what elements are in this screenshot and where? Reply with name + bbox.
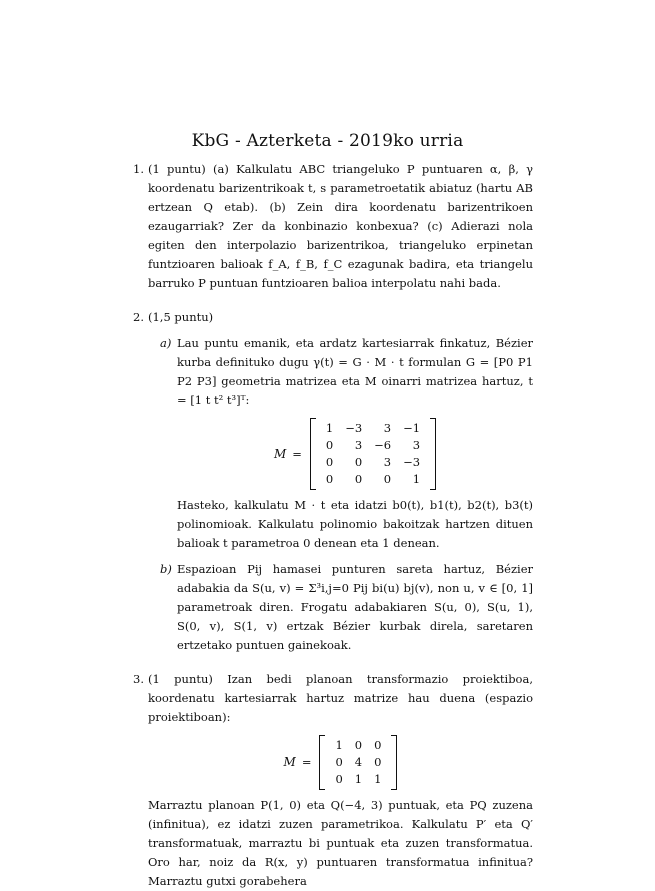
question-number: 1. <box>133 162 144 176</box>
matrix-equation: M = 1 0 0 0 4 0 0 1 1 <box>148 735 533 790</box>
matrix-cell: 4 <box>354 755 363 769</box>
question-number: 3. <box>133 672 144 686</box>
subquestion-text: Lau puntu emanik, eta ardatz kartesiarrak finkatuz, Bézier kurba definituko dugu γ(t) = G · M · t formulan G = [P0 P1 P2 P3] geometria matrizea eta M oinarri matrizea hartuz, t = [1 t t² t³]ᵀ: <box>177 336 533 407</box>
matrix-cell: 3 <box>383 421 392 435</box>
matrix-cell: 0 <box>354 455 363 469</box>
matrix-cell: 3 <box>412 438 421 452</box>
matrix-cell: 0 <box>354 738 363 752</box>
subquestion-b <box>148 560 533 655</box>
matrix-cell: 3 <box>354 438 363 452</box>
matrix-cell: 1 <box>325 421 334 435</box>
matrix-cell: −3 <box>403 455 421 469</box>
matrix-cell: 0 <box>335 772 343 786</box>
subquestion-a <box>148 334 533 553</box>
matrix-row <box>329 754 387 771</box>
subquestion-label: a) <box>160 336 172 350</box>
subquestion-text: Espazioan Pij hamasei punturen sareta hartuz, Bézier adabakia da S(u, v) = Σ³i,j=0 Pij bi(u) bj(v), non u, v ∈ [0, 1] parametroak diren. Frogatu adabakiaren S(u, 0), S(u, 1), S(0, v), S(1, v) ertzak Bézier kurbak direla, saretaren ertzetako puntuen gainekoak. <box>177 562 533 652</box>
question-text-continued: Marraztu planoan P(1, 0) eta Q(−4, 3) puntuak, eta PQ zuzena (infinitua), ez idatzi zuzen parametrikoa. Kalkulatu P′ eta Q′ transformatuak, marraztu bi puntuak eta zuzen transformatua. Oro har, noiz da R(x, y) puntuaren transformatua infinitua? Marraztu gutxi gorabehera <box>148 798 533 888</box>
matrix-row <box>320 471 426 488</box>
matrix-cell: 1 <box>374 772 382 786</box>
matrix-row <box>320 454 426 471</box>
question-text: (1 puntu) (a) Kalkulatu ABC triangeluko P puntuaren α, β, γ koordenatu barizentrikoak t, s parametroetatik abiatuz (hartu AB ertzean Q etab). (b) Zein dira koordenatu barizentrikoen ezaugarriak? Zer da konbinazio konbexua? (c) Adierazi nola egiten den interpolazio barizentrikoa, triangeluko erpinetan funtzioaren balioak f_A, f_B, f_C ezagunak badira, eta triangelu barruko P puntuan funtzioaren balioa interpolatu nahi bada. <box>148 162 533 290</box>
matrix-cell: −1 <box>403 421 421 435</box>
question-2 <box>133 308 533 655</box>
matrix-cell: 0 <box>325 438 334 452</box>
matrix-cell: −3 <box>345 421 363 435</box>
matrix-row <box>320 420 426 437</box>
matrix-cell: 0 <box>383 472 392 486</box>
matrix-equation: M = 1 −3 3 −1 0 3 −6 3 0 0 3 −3 0 0 0 1 <box>177 418 533 490</box>
matrix-row <box>329 737 387 754</box>
matrix-label: M <box>283 755 296 769</box>
matrix-cell: 0 <box>325 472 334 486</box>
matrix-cell: 1 <box>335 738 343 752</box>
matrix-cell: −6 <box>374 438 392 452</box>
matrix-m <box>310 418 436 490</box>
subquestion-text-continued: Hasteko, kalkulatu M · t eta idatzi b0(t), b1(t), b2(t), b3(t) polinomioak. Kalkulatu polinomio bakoitzak hartzen dituen balioak t parametroa 0 denean eta 1 denean. <box>177 498 533 550</box>
matrix-cell: 0 <box>354 472 363 486</box>
question-3 <box>133 670 533 891</box>
question-text: (1 puntu) Izan bedi planoan transformazio proiektiboa, koordenatu kartesiarrak hartuz matrize hau duena (espazio proiektiboan): <box>148 672 533 724</box>
question-1 <box>133 160 533 293</box>
exam-body <box>133 160 533 891</box>
matrix-cell: 0 <box>374 755 382 769</box>
subquestion-label: b) <box>160 562 172 576</box>
matrix-cell: 3 <box>383 455 392 469</box>
matrix-cell: 1 <box>354 772 363 786</box>
exam-title: KbG - Azterketa - 2019ko urria <box>191 131 464 151</box>
matrix-m <box>319 735 397 790</box>
matrix-cell: 0 <box>325 455 334 469</box>
matrix-row <box>329 771 387 788</box>
matrix-cell: 0 <box>374 738 382 752</box>
matrix-label: M <box>273 446 287 461</box>
question-number: 2. <box>133 310 144 324</box>
question-header: (1,5 puntu) <box>148 310 214 324</box>
matrix-cell: 0 <box>335 755 343 769</box>
matrix-row <box>320 437 426 454</box>
matrix-cell: 1 <box>412 472 421 486</box>
